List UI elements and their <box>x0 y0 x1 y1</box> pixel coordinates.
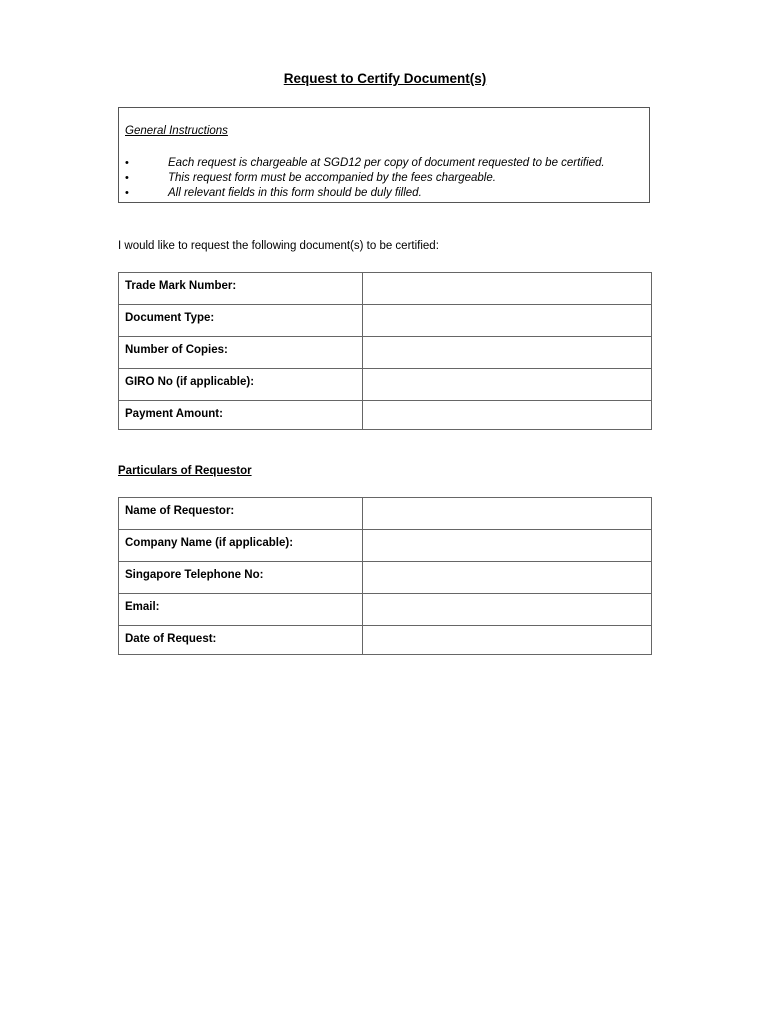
trade-mark-number-field[interactable] <box>363 273 652 305</box>
payment-amount-field[interactable] <box>363 401 652 430</box>
instruction-text: All relevant fields in this form should be duly filled. <box>168 187 422 199</box>
number-of-copies-field[interactable] <box>363 337 652 369</box>
table-row <box>119 530 652 562</box>
email-field[interactable] <box>363 594 652 626</box>
instructions-heading: General Instructions <box>125 125 228 137</box>
field-label: Name of Requestor: <box>119 498 363 530</box>
requestor-section-heading: Particulars of Requestor <box>118 465 252 477</box>
page-title: Request to Certify Document(s) <box>283 71 487 86</box>
giro-no-field[interactable] <box>363 369 652 401</box>
instruction-text: This request form must be accompanied by the fees chargeable. <box>168 172 496 184</box>
field-label: Email: <box>119 594 363 626</box>
telephone-field[interactable] <box>363 562 652 594</box>
bullet-icon: • <box>125 187 129 199</box>
field-label: Document Type: <box>119 305 363 337</box>
table-row <box>119 337 652 369</box>
requestor-details-table <box>118 497 652 655</box>
document-type-field[interactable] <box>363 305 652 337</box>
field-label: GIRO No (if applicable): <box>119 369 363 401</box>
requestor-name-field[interactable] <box>363 498 652 530</box>
field-label: Trade Mark Number: <box>119 273 363 305</box>
field-label: Number of Copies: <box>119 337 363 369</box>
table-row <box>119 305 652 337</box>
bullet-icon: • <box>125 157 129 169</box>
intro-text: I would like to request the following document(s) to be certified: <box>118 240 439 252</box>
table-row <box>119 369 652 401</box>
table-row <box>119 273 652 305</box>
company-name-field[interactable] <box>363 530 652 562</box>
instruction-text: Each request is chargeable at SGD12 per copy of document requested to be certified. <box>168 157 605 169</box>
table-row <box>119 626 652 655</box>
field-label: Payment Amount: <box>119 401 363 430</box>
date-of-request-field[interactable] <box>363 626 652 655</box>
table-row <box>119 594 652 626</box>
general-instructions-box <box>118 107 650 203</box>
table-row <box>119 562 652 594</box>
field-label: Date of Request: <box>119 626 363 655</box>
bullet-icon: • <box>125 172 129 184</box>
field-label: Singapore Telephone No: <box>119 562 363 594</box>
field-label: Company Name (if applicable): <box>119 530 363 562</box>
document-details-table <box>118 272 652 430</box>
table-row <box>119 401 652 430</box>
table-row <box>119 498 652 530</box>
